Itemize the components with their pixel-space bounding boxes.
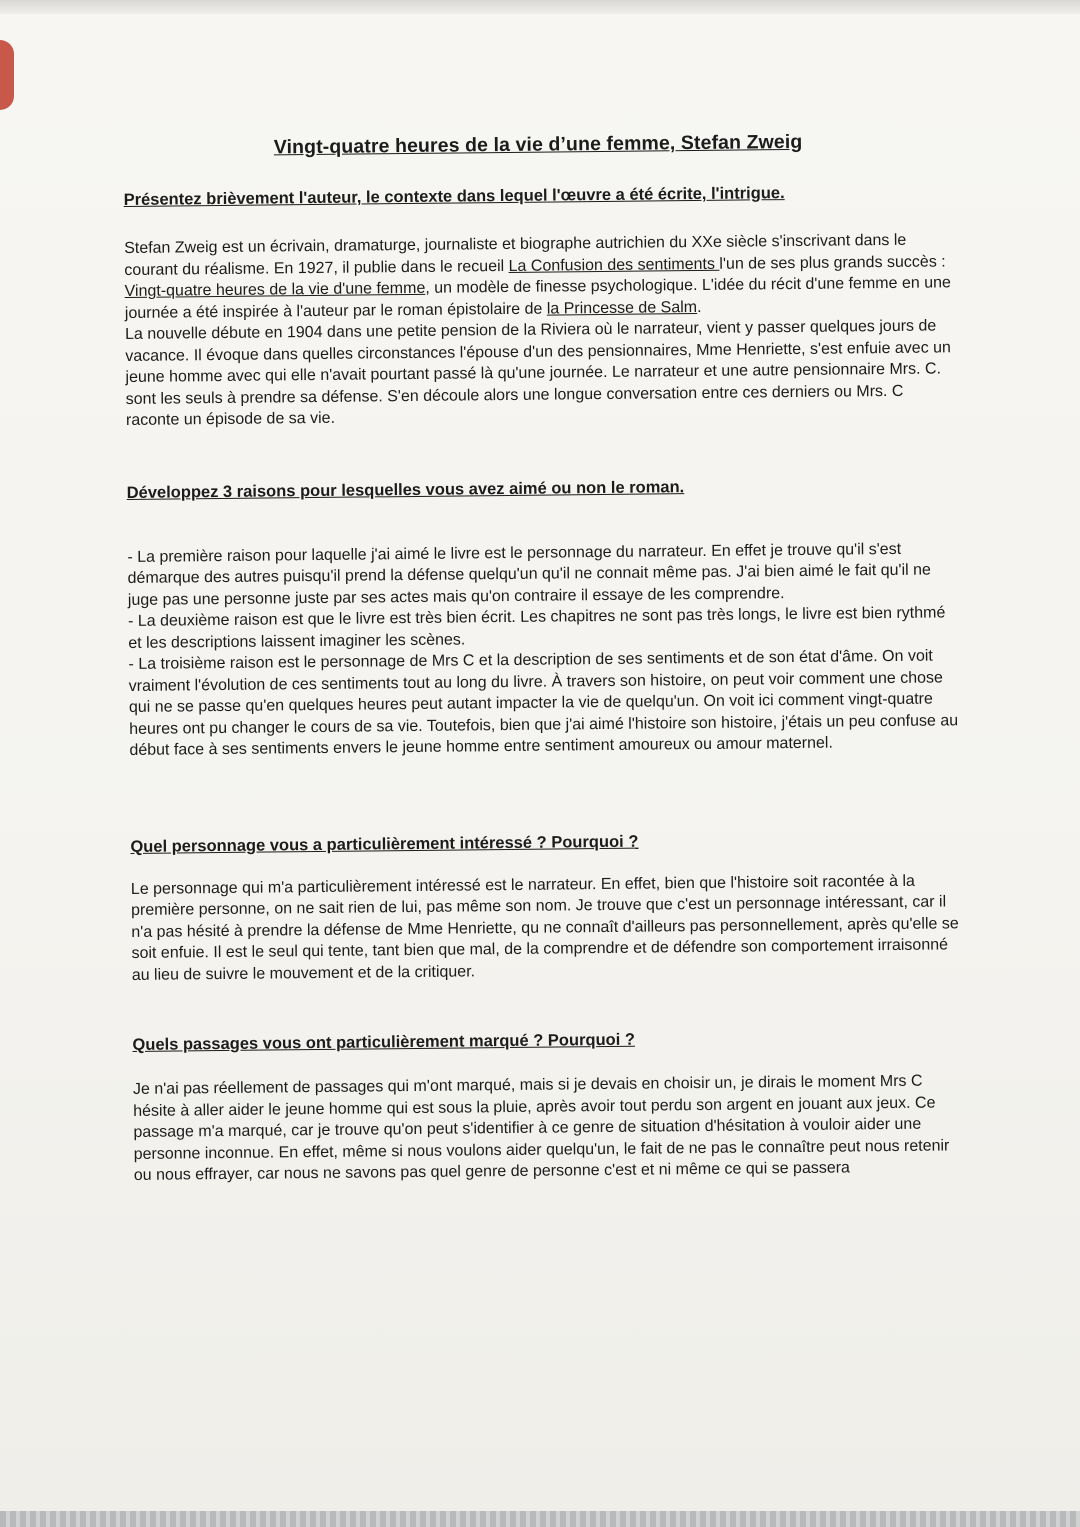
answer-author-paragraph-1 — [124, 229, 955, 324]
binder-clip — [0, 40, 14, 110]
book-title-collection: La Confusion des sentiments — [508, 255, 720, 275]
text-run: , un modèle de finesse psychologique. L'idée du récit d'une femme en une journée a été inspirée à l'auteur par le roman épistolaire de — [124, 274, 951, 322]
book-title-novella: Vingt-quatre heures de la vie d'une femme — [124, 279, 426, 300]
document-title: Vingt-quatre heures de la vie d’une femme, Stefan Zweig — [273, 130, 803, 159]
question-three-reasons: Développez 3 raisons pour lesquelles vous avez aimé ou non le roman. — [126, 477, 685, 502]
paper-bottom-edge — [0, 1511, 1080, 1527]
book-title-salm: la Princesse de Salm — [546, 298, 698, 318]
reason-1: - La première raison pour laquelle j'ai aimé le livre est le personnage du narrateur. En effet je trouve qu'il s'est démarque des autres puisqu'il prend la défense quelqu'un qu'il ne connait même pas. J'ai bien aimé le fait qu'il ne juge pas une personne juste par ses actes mais qu'on contraire il essaye de les comprendre. — [127, 540, 932, 609]
reason-3: - La troisième raison est le personnage de Mrs C et la description de ses sentiments et de son état d'âme. On voit vraiment l'évolution de ces sentiments tout au long du livre. À travers son histoire, on peut voir comment une chose qui ne se passe qu'en quelques heures peut autant impacter la vie de quelqu'un. On voit ici comment vingt-quatre heures ont pu changer le cours de sa vie. Toutefois, bien que j'ai aimé l'histoire son histoire, j'étais un peu confuse au début face à ses sentiments envers le jeune homme entre sentiment amoureux ou amour maternel. — [128, 647, 959, 759]
answer-character: Le personnage qui m'a particulièrement intéressé est le narrateur. En effet, bien que l'histoire soit racontée à la première personne, on ne sait rien de lui, pas même son nom. Je trouve que c'est un personnage intéressant, car il n'a pas hésité à prendre la défense de Mme Henriette, qu ne connaît d'ailleurs pas personnellement, après qu'elle se soit enfuie. Il est le seul qui tente, tant bien que mal, de la comprendre et de défendre son comportement irraisonné au lieu de suivre le mouvement et de la critiquer. — [130, 872, 959, 984]
answer-author-paragraph-2: La nouvelle débute en 1904 dans une petite pension de la Riviera où le narrateur, vient y passer quelques jours de vacance. Il évoque dans quelles circonstances l'épouse d'un des pensionnaires, Mme Henriette, s'est enfuie avec un jeune homme avec qui elle n'avait pourtant passé là qu'une journée. Le narrateur et une autre pensionnaire Mrs. C. sont les seuls à prendre sa défense. S'en découle alors une longue conversation entre ces derniers ou Mrs. C raconte un épisode de sa vie. — [124, 317, 951, 429]
document-body — [123, 129, 964, 1186]
paper-top-edge — [0, 0, 1080, 14]
reason-2: - La deuxième raison est que le livre est très bien écrit. Les chapitres ne sont pas très longs, le livre est bien rythmé et les descriptions laissent imaginer les scènes. — [127, 604, 946, 652]
question-passages: Quels passages vous ont particulièrement marqué ? Pourquoi ? — [132, 1030, 636, 1054]
text-run: . — [696, 298, 702, 316]
text-run: Stefan Zweig est un écrivain, dramaturge, journaliste et biographe autrichien du XXe siècle s'inscrivant dans le courant du réalisme. En 1927, il publie dans le recueil — [124, 231, 907, 279]
question-character: Quel personnage vous a particulièrement intéressé ? Pourquoi ? — [130, 832, 639, 856]
text-run: l'un de ses plus grands succès : — [719, 252, 946, 273]
question-author-context: Présentez brièvement l'auteur, le contexte dans lequel l'œuvre a été écrite, l'intrigue. — [123, 184, 785, 209]
answer-passages: Je n'ai pas réellement de passages qui m'ont marqué, mais si je devais en choisir un, je dirais le moment Mrs C hésite à aller aider le jeune homme qui est sous la pluie, après avoir tout perdu son argent en jouant aux jeux. Ce passage m'a marqué, car je trouve qu'on peut s'identifier à ce genre de situation d'hésitation à vouloir aider une personne inconnue. En effet, même si nous voulons aider quelqu'un, le fait de ne pas le connaître peut nous retenir ou nous effrayer, car nous ne savons pas quel genre de personne c'est et ni même ce qui se passera — [132, 1072, 950, 1184]
